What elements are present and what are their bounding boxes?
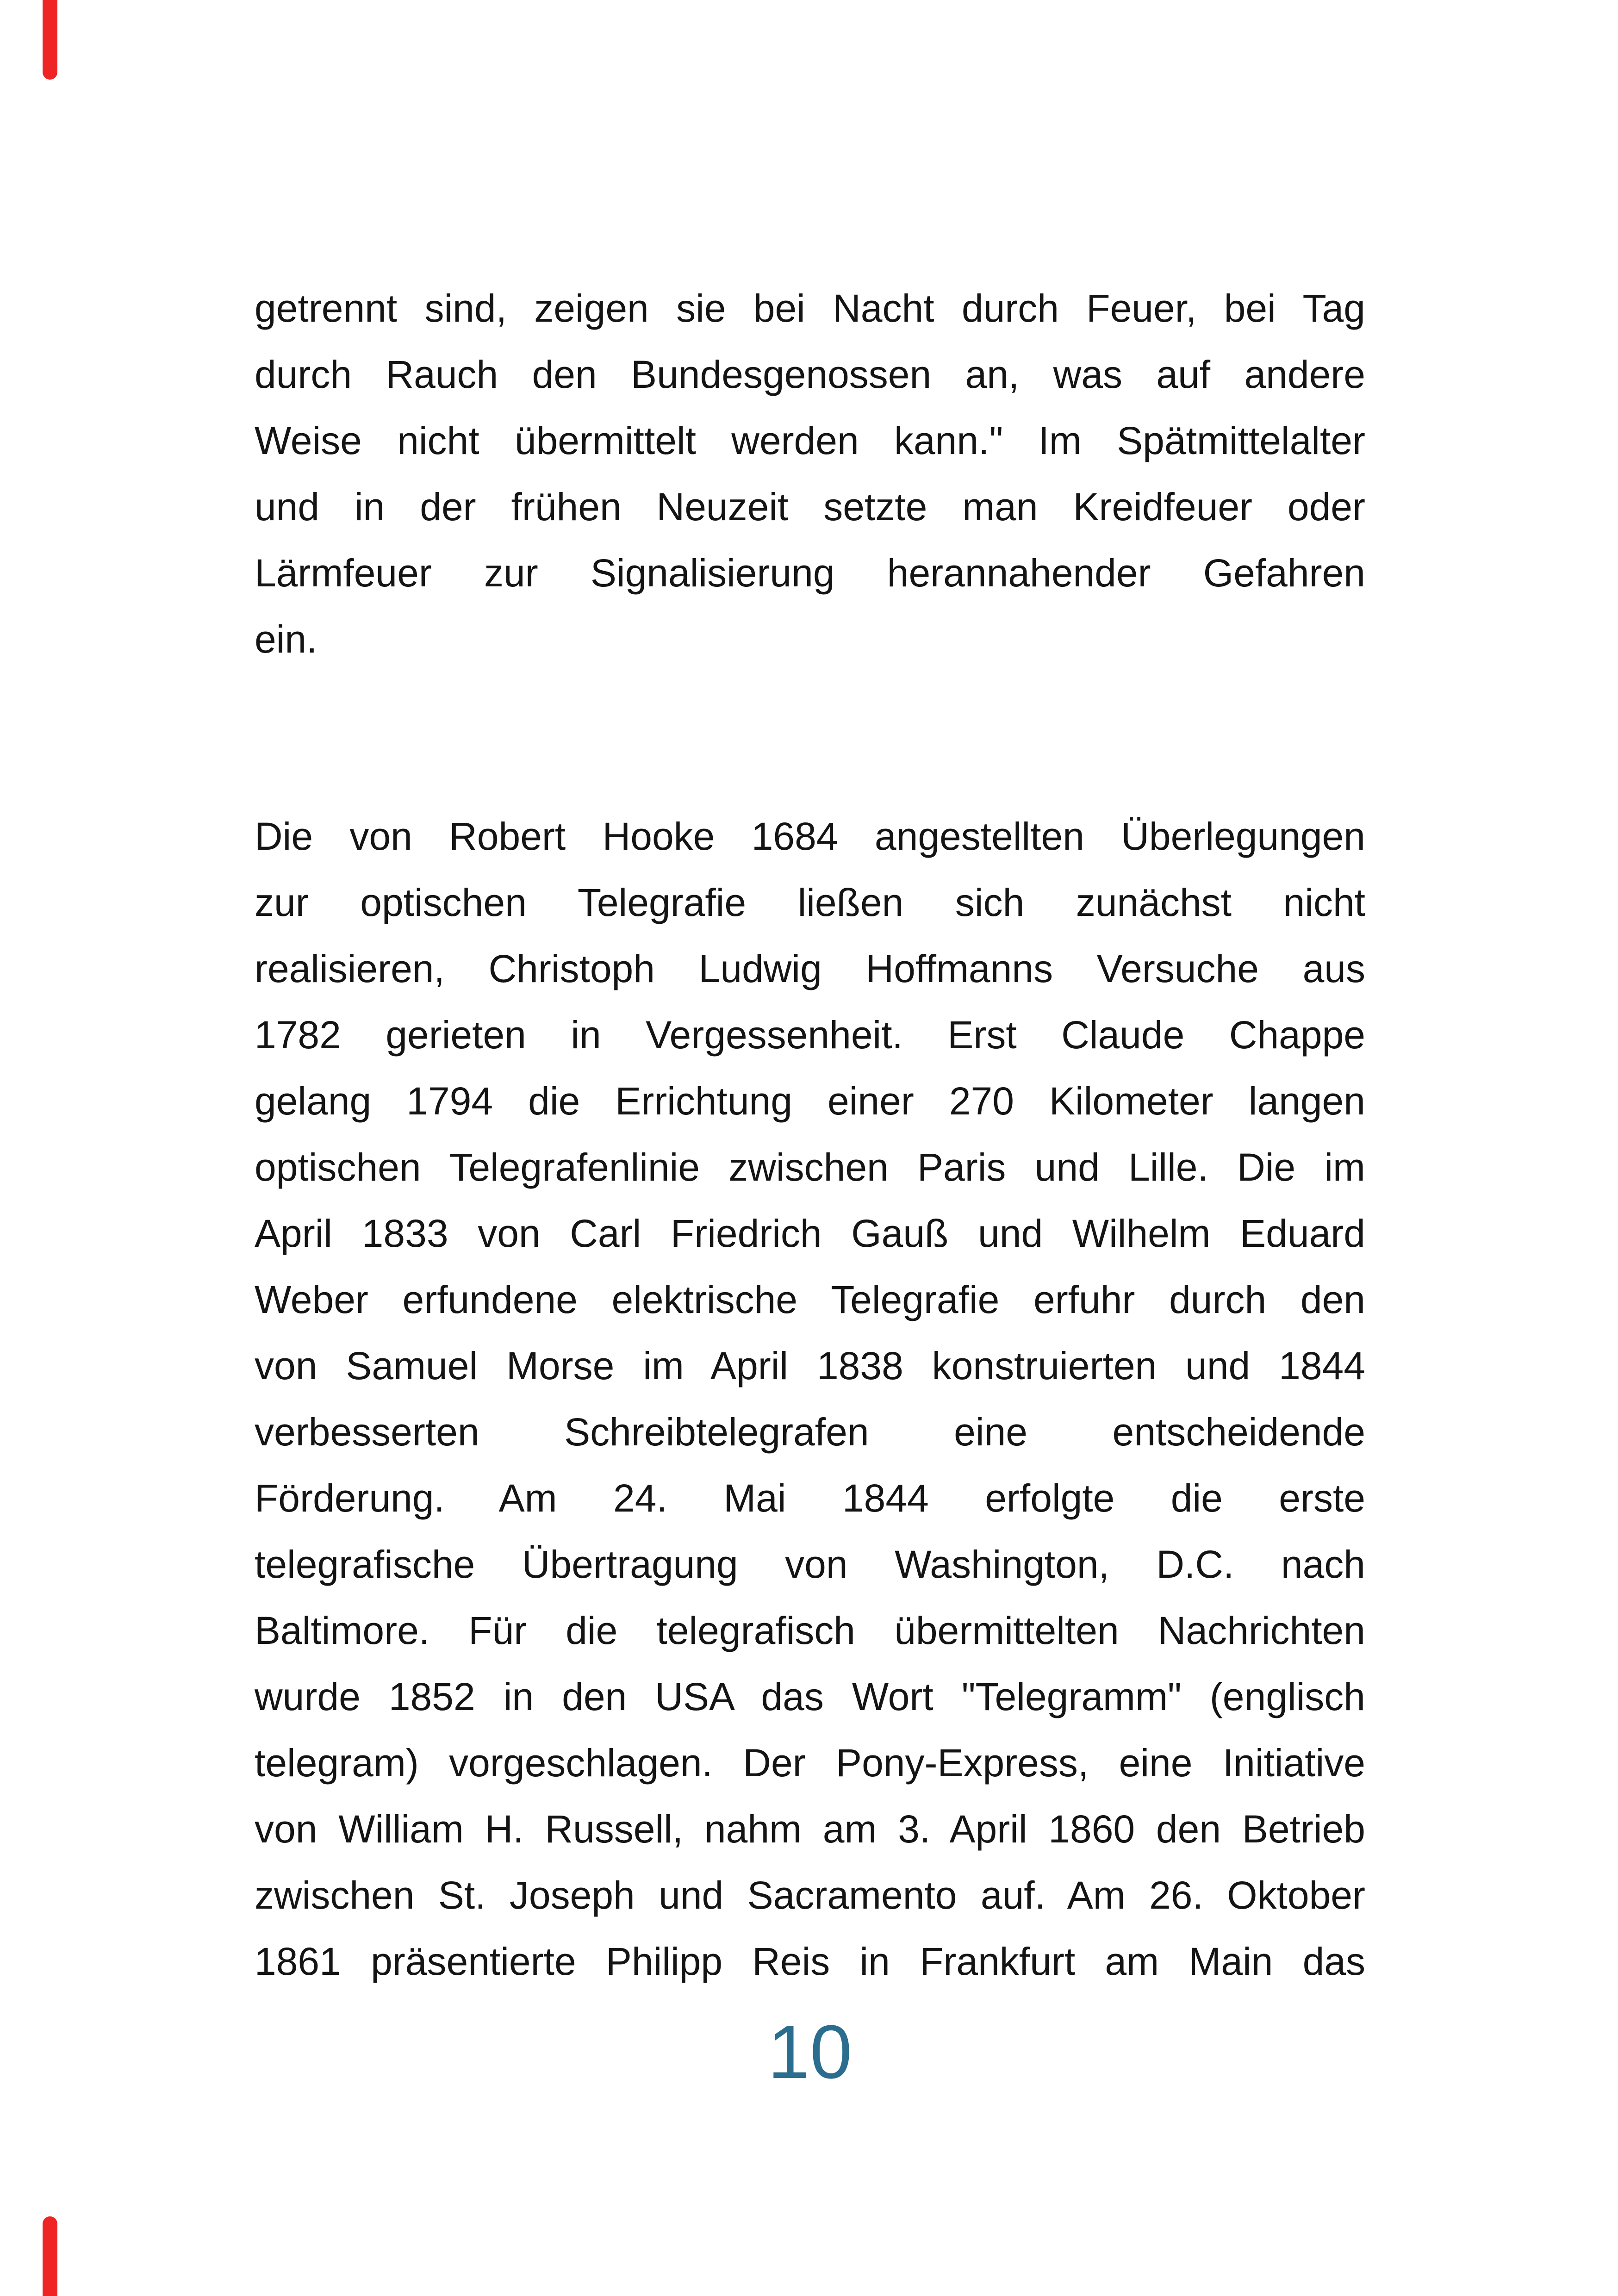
paragraph (255, 803, 1365, 1995)
text-line: 1861 präsentierte Philipp Reis in Frankfurt am Main das (255, 1940, 1365, 1983)
page-number: 10 (767, 2010, 853, 2094)
text-line: und in der frühen Neuzeit setzte man Kreidfeuer oder (255, 485, 1365, 529)
text-line: zwischen St. Joseph und Sacramento auf. Am 26. Oktober (255, 1873, 1365, 1917)
text-line: getrennt sind, zeigen sie bei Nacht durch Feuer, bei Tag (255, 286, 1365, 330)
text-block (255, 275, 1365, 1995)
text-line: telegrafische Übertragung von Washington, D.C. nach (255, 1543, 1365, 1586)
text-line: Lärmfeuer zur Signalisierung herannahender Gefahren (255, 551, 1365, 595)
text-line: von Samuel Morse im April 1838 konstruierten und 1844 (255, 1344, 1365, 1388)
text-line: 1782 gerieten in Vergessenheit. Erst Claude Chappe (255, 1013, 1365, 1057)
text-line: gelang 1794 die Errichtung einer 270 Kilometer langen (255, 1079, 1365, 1123)
text-line: wurde 1852 in den USA das Wort "Telegramm" (englisch (255, 1675, 1365, 1718)
text-line: verbesserten Schreibtelegrafen eine entscheidende (255, 1410, 1365, 1454)
text-line: Förderung. Am 24. Mai 1844 erfolgte die erste (255, 1476, 1365, 1520)
red-edge-mark-bottom (43, 2216, 57, 2296)
text-line: realisieren, Christoph Ludwig Hoffmanns Versuche aus (255, 947, 1365, 990)
text-line: ein. (255, 617, 317, 661)
text-line: Baltimore. Für die telegrafisch übermittelten Nachrichten (255, 1609, 1365, 1652)
text-line: Weber erfundene elektrische Telegrafie erfuhr durch den (255, 1278, 1365, 1321)
red-edge-mark-top (43, 0, 57, 80)
text-line: Die von Robert Hooke 1684 angestellten Überlegungen (255, 815, 1365, 858)
text-line: von William H. Russell, nahm am 3. April 1860 den Betrieb (255, 1807, 1365, 1851)
paragraph (255, 275, 1365, 672)
text-line: durch Rauch den Bundesgenossen an, was auf andere (255, 353, 1365, 396)
text-line: April 1833 von Carl Friedrich Gauß und Wilhelm Eduard (255, 1212, 1365, 1255)
text-line: optischen Telegrafenlinie zwischen Paris und Lille. Die im (255, 1145, 1365, 1189)
text-line: telegram) vorgeschlagen. Der Pony-Express, eine Initiative (255, 1741, 1365, 1785)
text-line: Weise nicht übermittelt werden kann." Im Spätmittelalter (255, 419, 1365, 462)
text-line: zur optischen Telegrafie ließen sich zunächst nicht (255, 881, 1365, 924)
